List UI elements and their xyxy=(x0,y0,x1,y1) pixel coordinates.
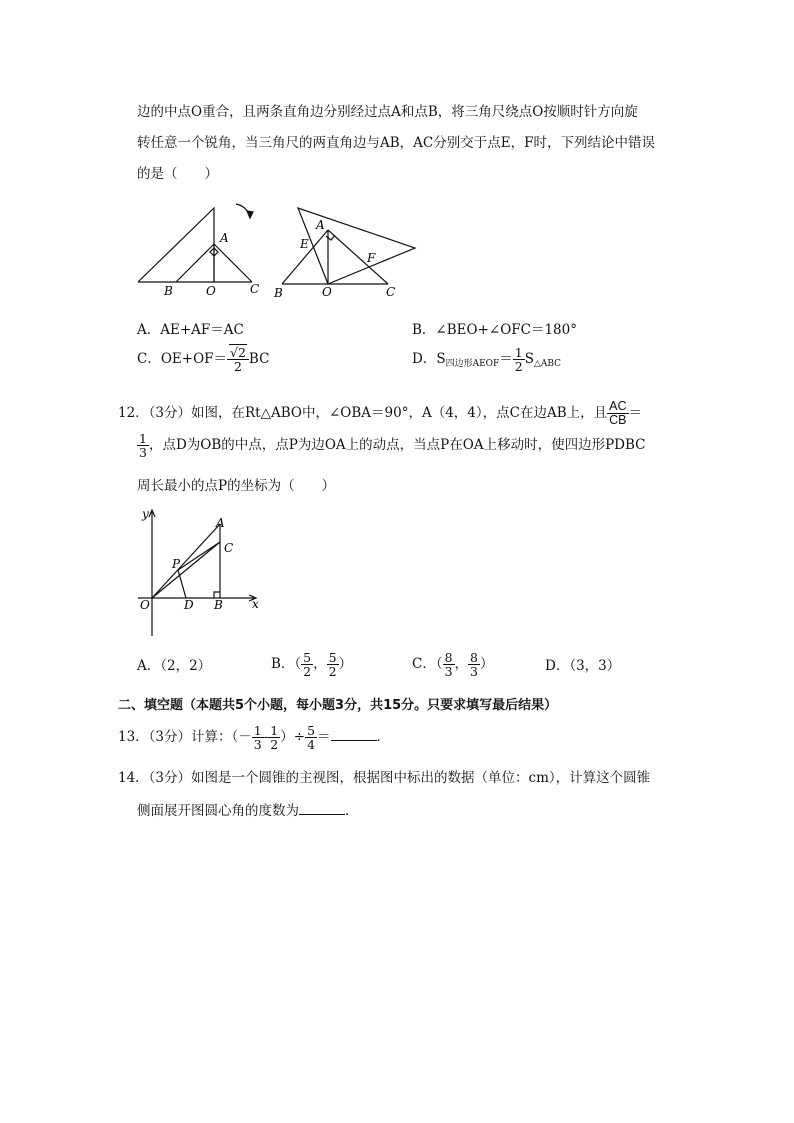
q11-line-1: 边的中点O重合，且两条直角边分别经过点A和点B，将三角尺绕点O按顺时针方向旋 xyxy=(137,104,638,120)
section-2-title: 二、填空题（本题共5个小题，每小题3分，共15分。只要求填写最后结果） xyxy=(118,698,558,713)
q11-figure xyxy=(130,196,430,304)
q11-line-3: 的是（ ） xyxy=(137,166,218,182)
fig12-label-c: C xyxy=(224,541,234,555)
fig11-label-b1: B xyxy=(164,284,173,298)
q12-option-d: D．（3，3） xyxy=(545,658,621,674)
q12-option-c: C．（ $\frac{8}{3}$ ， $\frac{8}{3}$ ） xyxy=(412,650,494,680)
q13-answer-blank[interactable] xyxy=(331,728,377,741)
fig11-label-e: E xyxy=(300,237,309,251)
fig11-label-b2: B xyxy=(274,286,283,300)
q11-line-2: 转任意一个锐角，当三角尺的两直角边与AB，AC分别交于点E，F时，下列结论中错误 xyxy=(137,135,655,151)
q12-option-b: B．（ $\frac{5}{2}$ ， $\frac{5}{2}$ ） xyxy=(271,650,353,680)
q11-option-c: C．OE+OF＝ $\frac{√2}{2}$ BC xyxy=(137,345,270,375)
fig11-label-c2: C xyxy=(386,285,396,299)
q11-option-b: B．∠BEO+∠OFC＝180° xyxy=(412,322,577,338)
fig12-label-p: P xyxy=(172,557,181,571)
q11-option-d: D．$S_{四边形AEOF}=$ $\frac{1}{2}$ $S_{\triangle ABC}$ xyxy=(412,345,562,375)
q13-line: 13．（3分）计算：（－ $\frac{1}{3}$ - $\frac{1}{2}$ ）÷ $\frac{5}{4}$ ＝ ． xyxy=(118,723,391,753)
fig11-label-o1: O xyxy=(206,284,216,298)
q12-line-2: $\frac{1}{3}$ ，点D为OB的中点，点P为边OA上的动点，当点P在OA上移动时，使四边形PDBC xyxy=(139,431,646,461)
q14-line-1: 14．（3分）如图是一个圆锥的主视图，根据图中标出的数据（单位：cm），计算这个圆锥 xyxy=(118,770,651,786)
fig12-label-o: O xyxy=(140,598,150,612)
fig11-label-a1: A xyxy=(220,231,229,245)
fig12-label-y: y xyxy=(142,507,149,521)
fig11-label-c1: C xyxy=(250,282,260,296)
q11-option-a: A．AE+AF＝AC xyxy=(137,322,244,338)
fig12-label-d: D xyxy=(184,598,194,612)
fig12-label-a: A xyxy=(216,516,225,530)
q12-line-3: 周长最小的点P的坐标为（ ） xyxy=(137,478,336,494)
q14-line-2: 侧面展开图圆心角的度数为 ． xyxy=(137,803,359,819)
q14-answer-blank[interactable] xyxy=(299,802,345,815)
fig11-label-o2: O xyxy=(322,285,332,299)
q12-figure xyxy=(132,500,272,640)
q12-line-1: 12．（3分）如图，在Rt△ABO中，∠OBA＝90°，A（4，4），点C在边AB上，且 $\frac{AC}{CB}$ ＝ xyxy=(118,399,643,428)
fig12-label-b: B xyxy=(214,598,223,612)
fig12-label-x: x xyxy=(252,597,259,611)
fig11-label-a2: A xyxy=(316,218,325,232)
fig11-label-f: F xyxy=(367,251,376,265)
q12-option-a: A．（2，2） xyxy=(137,658,212,674)
